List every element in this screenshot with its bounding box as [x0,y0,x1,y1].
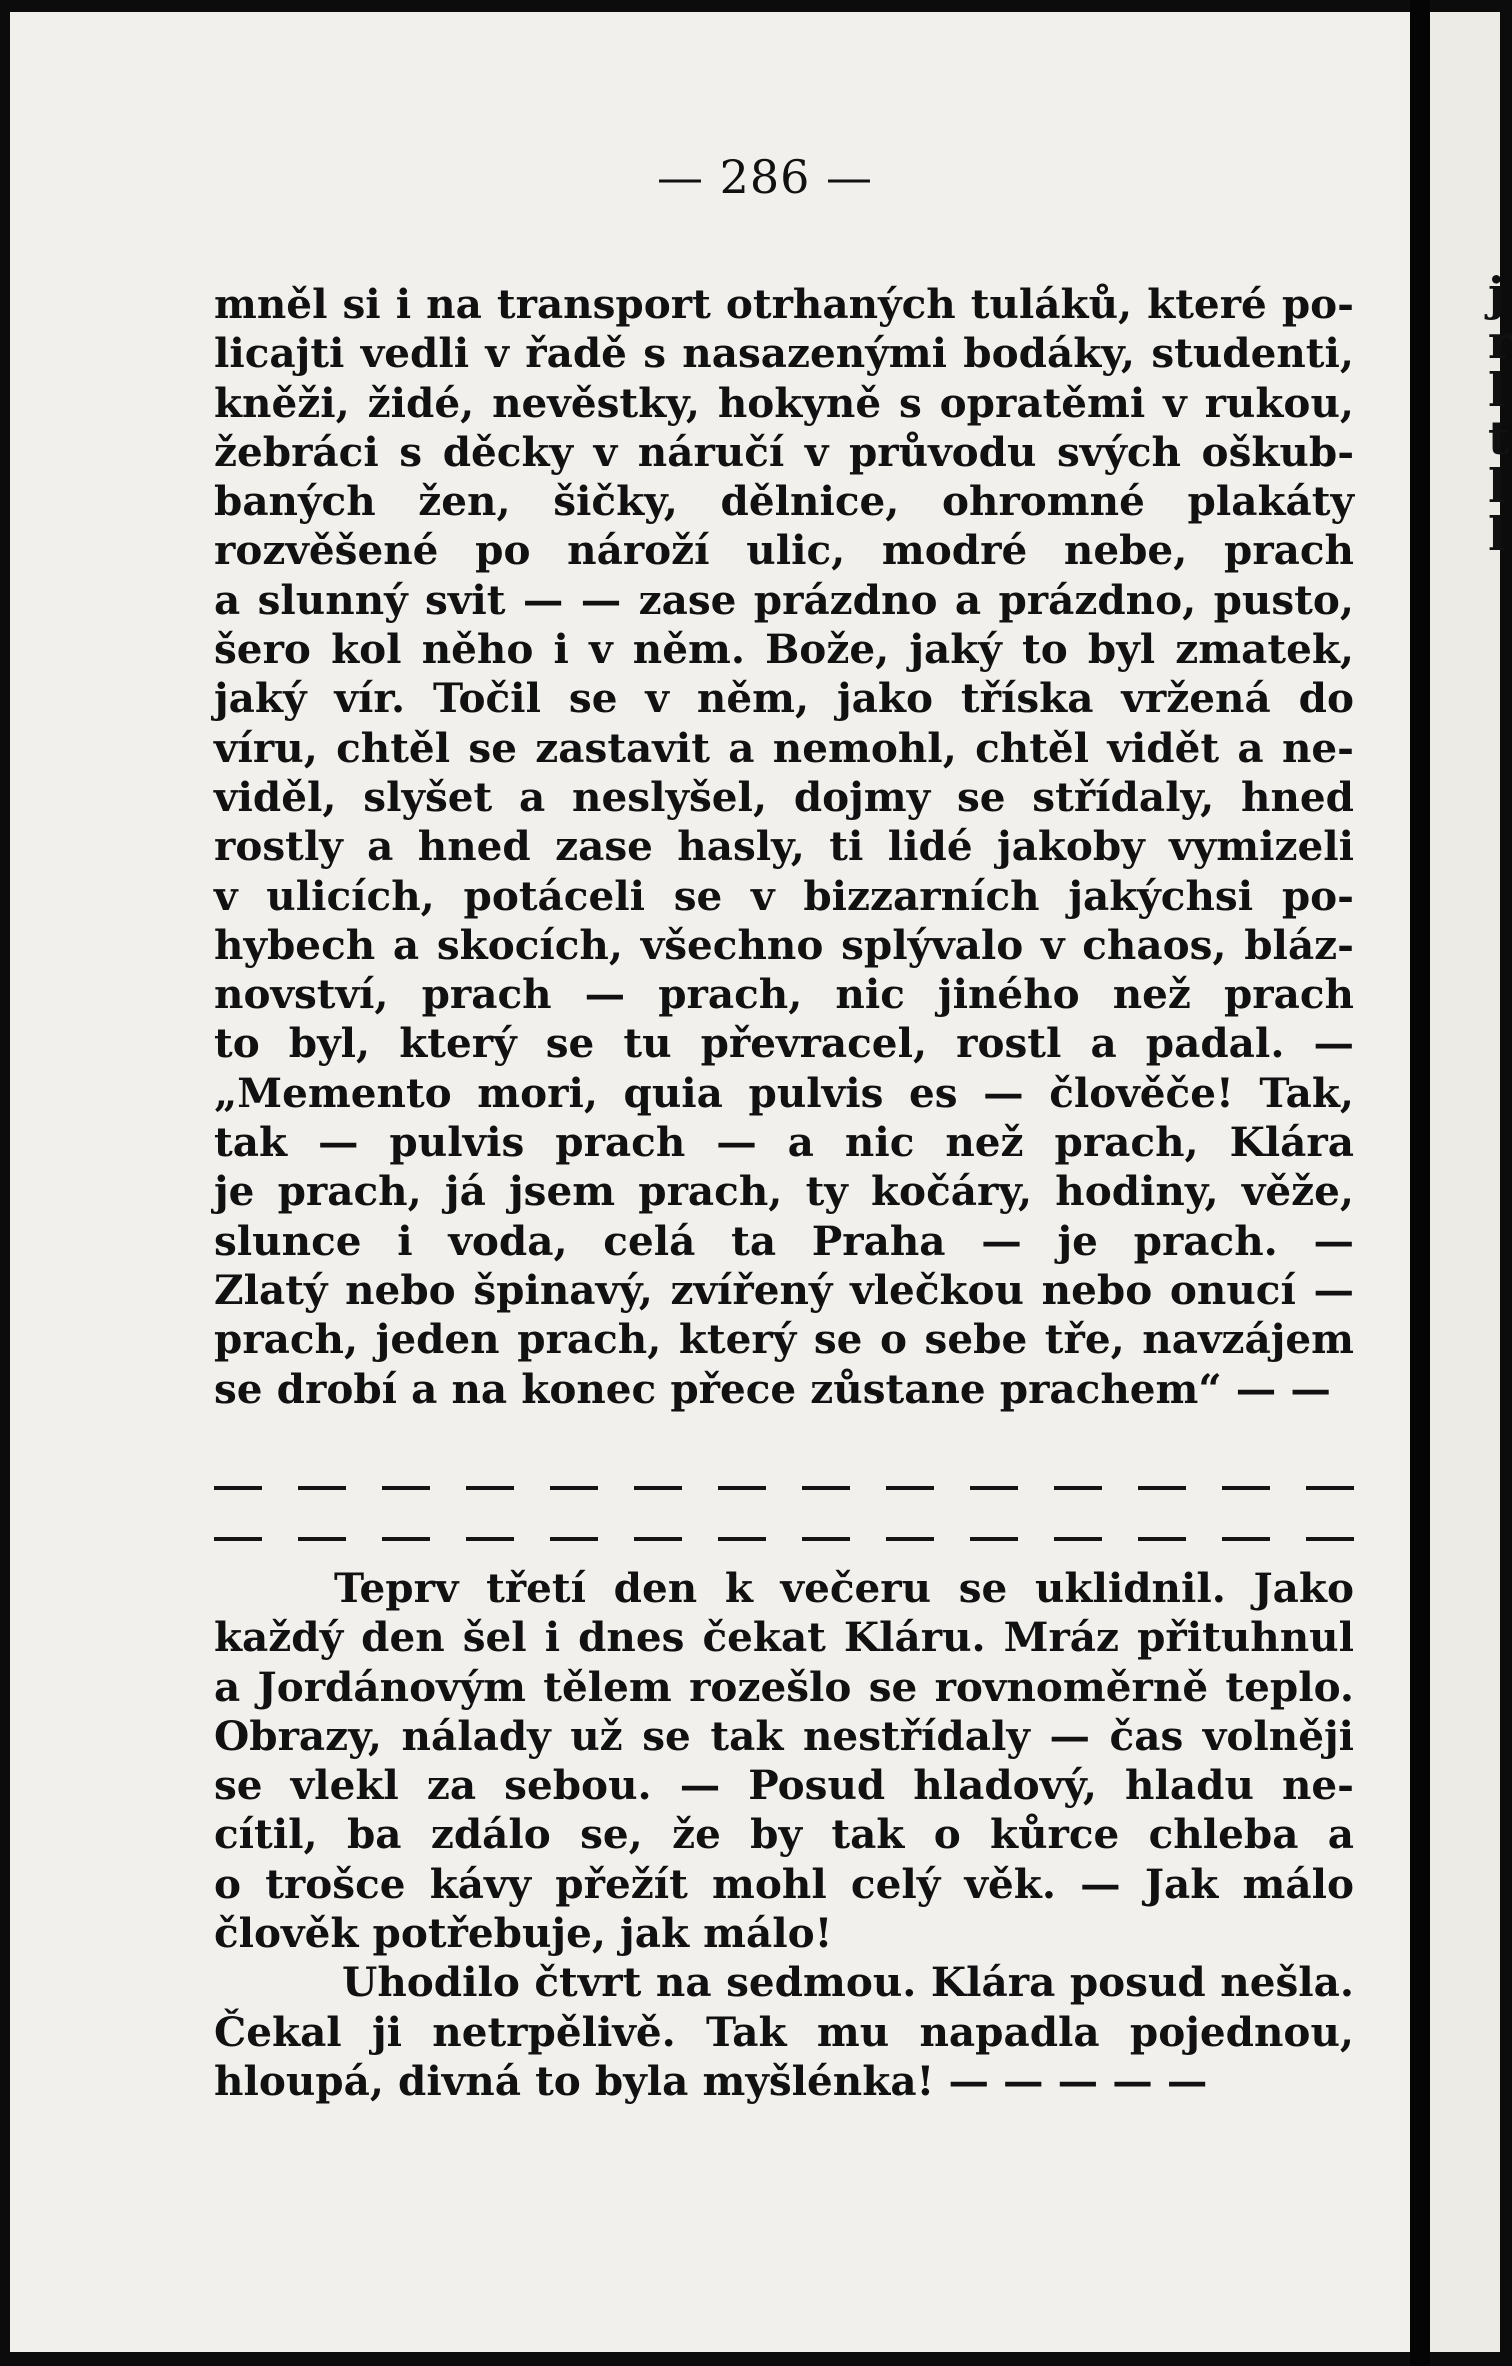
separator-dash [382,1537,430,1541]
separator-dash [886,1537,934,1541]
paragraph1-line: kněži, židé, nevěstky, hokyně s opratěmi v rukou, [214,378,1354,427]
separator-dash [550,1486,598,1490]
page-number: — 286 — [656,150,874,204]
separator-dash [298,1537,346,1541]
separator-dash [466,1486,514,1490]
facing-page-letter: l [1488,363,1506,417]
paragraph2-line: cítil, ba zdálo se, že by tak o kůrce chleba a [214,1810,1354,1859]
separator-dash [1306,1537,1354,1541]
paragraph2-line: se vlekl za sebou. — Posud hladový, hladu ne- [214,1761,1354,1810]
paragraph1-line: to byl, který se tu převracel, rostl a padal. — [214,1019,1354,1068]
paragraph1-line: novství, prach — prach, nic jiného než prach [214,970,1354,1019]
separator-dash [1222,1537,1270,1541]
facing-page-letter: j [1488,267,1505,321]
paragraph1-line: jaký vír. Točil se v něm, jako tříska vržená do [214,674,1354,723]
paragraph-1 [214,280,1354,1414]
paragraph3-line: Čekal ji netrpělivě. Tak mu napadla pojednou, [214,2007,1354,2056]
separator-dash [970,1486,1018,1490]
separator-dash [1054,1486,1102,1490]
paragraph3-line: Uhodilo čtvrt na sedmou. Klára posud nešla. [342,1958,1354,2007]
separator-dash [466,1537,514,1541]
separator-dash [382,1486,430,1490]
paragraph1-line: víru, chtěl se zastavit a nemohl, chtěl vidět a ne- [214,723,1354,772]
paragraph1-line: baných žen, šičky, dělnice, ohromné plakáty [214,477,1354,526]
paragraph2-line: každý den šel i dnes čekat Kláru. Mráz přituhnul [214,1613,1354,1662]
separator-dash [1138,1537,1186,1541]
separator-dash [634,1486,682,1490]
separator-dash [718,1486,766,1490]
separator-dash [1138,1486,1186,1490]
paragraph1-line: a slunný svit — — zase prázdno a prázdno, pusto, [214,575,1354,624]
paragraph1-line: „Memento mori, quia pulvis es — člověče! Tak, [214,1068,1354,1117]
paragraph2-line: o trošce kávy přežít mohl celý věk. — Jak málo [214,1859,1354,1908]
facing-page-letter: r [1488,315,1512,369]
separator-dashes-row-2 [214,1537,1354,1541]
separator-dash [1306,1486,1354,1490]
facing-page-letter: l [1488,507,1506,561]
separator-dash [214,1486,262,1490]
paragraph2-line: člověk potřebuje, jak málo! [214,1909,833,1958]
separator-dash [298,1486,346,1490]
paragraph-2-and-3 [214,1564,1354,2106]
paragraph1-line: Zlatý nebo špinavý, zvířený vlečkou nebo onucí — [214,1265,1354,1314]
paragraph1-line: rostly a hned zase hasly, ti lidé jakoby vymizeli [214,822,1354,871]
separator-dash [802,1537,850,1541]
separator-dash [550,1537,598,1541]
paragraph2-line: a Jordánovým tělem rozešlo se rovnoměrně teplo. [214,1662,1354,1711]
paragraph1-line: mněl si i na transport otrhaných tuláků, které po- [214,280,1354,328]
facing-page-letter: t [1488,411,1510,465]
facing-page-letter: l [1488,459,1506,513]
paragraph3-line: hloupá, divná to byla myšlénka! — — — — — [214,2056,1208,2105]
separator-dashes-row-1 [214,1486,1354,1490]
paragraph1-line: rozvěšené po nároží ulic, modré nebe, prach [214,526,1354,575]
paragraph1-line: šero kol něho i v něm. Bože, jaký to byl zmatek, [214,625,1354,674]
paragraph1-line: viděl, slyšet a neslyšel, dojmy se střídaly, hned [214,772,1354,821]
separator-dash [802,1486,850,1490]
paragraph1-line: je prach, já jsem prach, ty kočáry, hodiny, věže, [214,1167,1354,1216]
book-gutter [1410,0,1430,2366]
separator-dash [1054,1537,1102,1541]
paragraph1-line: hybech a skocích, všechno splývalo v chaos, bláz- [214,920,1354,969]
facing-page-letters [1488,267,1512,561]
separator-dash [718,1537,766,1541]
separator-dash [1222,1486,1270,1490]
paragraph2-line: Obrazy, nálady už se tak nestřídaly — čas volněji [214,1711,1354,1760]
paragraph2-line: Teprv třetí den k večeru se uklidnil. Jako [334,1564,1354,1612]
paragraph1-line: v ulicích, potáceli se v bizzarních jakýchsi po- [214,871,1354,920]
separator-dash [214,1537,262,1541]
paragraph1-line: žebráci s děcky v náručí v průvodu svých oškub- [214,427,1354,476]
paragraph1-line: prach, jeden prach, který se o sebe tře, navzájem [214,1315,1354,1364]
separator-dash [886,1486,934,1490]
paragraph1-line: se drobí a na konec přece zůstane prachem“ — — [214,1364,1331,1413]
paragraph1-line: licajti vedli v řadě s nasazenými bodáky, studenti, [214,329,1354,378]
paragraph1-line: tak — pulvis prach — a nic než prach, Klára [214,1118,1354,1167]
separator-dash [970,1537,1018,1541]
separator-dash [634,1537,682,1541]
paragraph1-line: slunce i voda, celá ta Praha — je prach. — [214,1216,1354,1265]
